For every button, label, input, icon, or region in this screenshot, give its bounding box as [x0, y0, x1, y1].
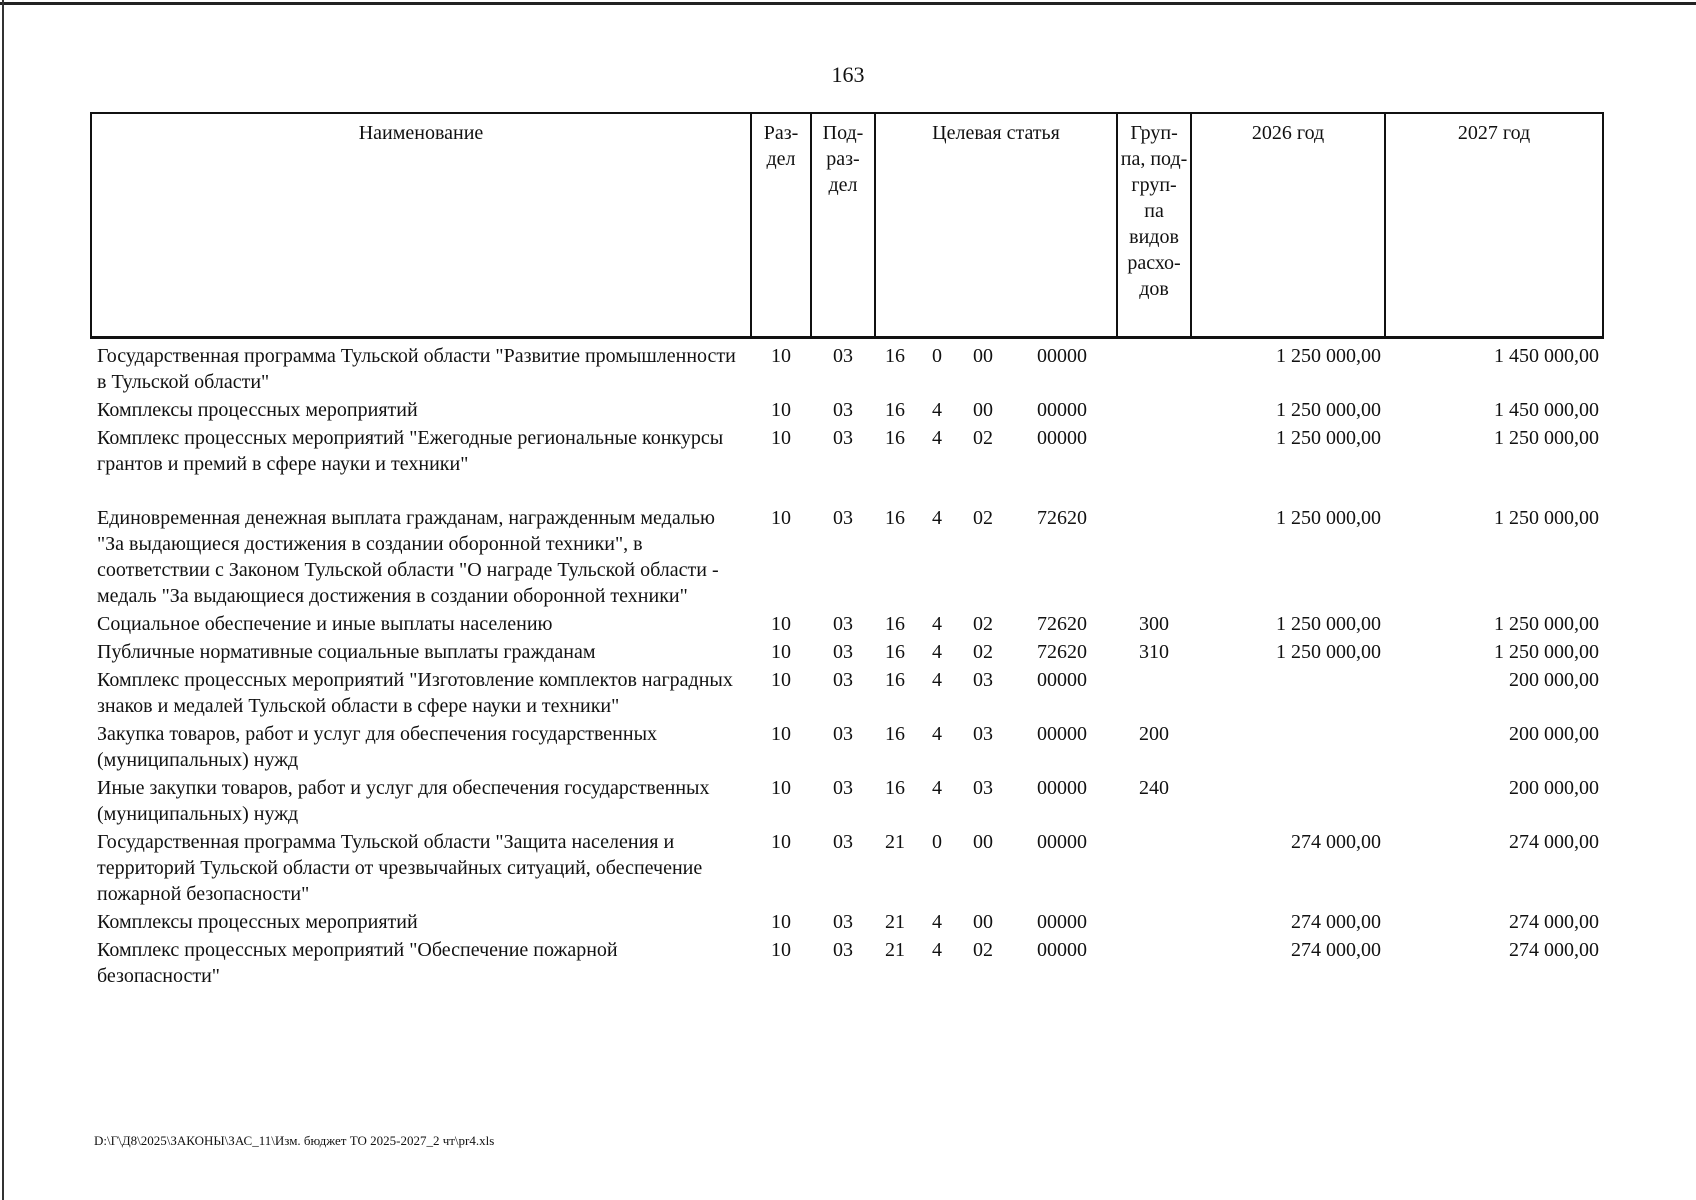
table-row	[91, 425, 1603, 505]
cell-razdel: 10	[771, 345, 791, 367]
cell-target-type: 4	[932, 613, 942, 635]
cell-podrazdel: 03	[833, 613, 853, 635]
cell-amount-2026: 1 250 000,00	[1276, 427, 1382, 449]
cell-target-complex: 03	[973, 723, 993, 745]
cell-target-direction: 72620	[1037, 507, 1088, 529]
cell-podrazdel: 03	[833, 831, 853, 853]
cell-target-complex: 02	[973, 641, 993, 663]
cell-target-program: 21	[885, 831, 905, 853]
cell-target-direction: 00000	[1037, 911, 1088, 933]
table-row	[91, 909, 1603, 937]
cell-amount-2026: 1 250 000,00	[1276, 399, 1382, 421]
cell-expense-group	[1117, 829, 1191, 909]
cell-podrazdel: 03	[833, 427, 853, 449]
cell-name: Единовременная денежная выплата гражданам, награжденным медалью "За выдающиеся достижения в создании оборонной техники", в соответствии с Законом Тульской области "О награде Тульской области - медаль "За выдающиеся достижения в создании оборонной техники"	[97, 507, 719, 607]
cell-target-type: 4	[932, 399, 942, 421]
cell-amount-2026: 1 250 000,00	[1276, 507, 1382, 529]
table-row	[91, 667, 1603, 721]
cell-target-complex: 02	[973, 507, 993, 529]
cell-expense-group: 310	[1139, 641, 1170, 663]
cell-name: Комплекс процессных мероприятий "Ежегодные региональные конкурсы грантов и премий в сфере науки и техники"	[97, 427, 724, 475]
table-row	[91, 937, 1603, 991]
budget-table	[90, 112, 1604, 991]
cell-target-direction: 00000	[1037, 831, 1088, 853]
cell-amount-2027: 1 250 000,00	[1494, 613, 1600, 635]
cell-target-type: 4	[932, 939, 942, 961]
cell-razdel: 10	[771, 427, 791, 449]
cell-name: Комплекс процессных мероприятий "Обеспечение пожарной безопасности"	[97, 939, 618, 987]
cell-target-type: 4	[932, 911, 942, 933]
cell-name: Комплексы процессных мероприятий	[97, 399, 418, 421]
cell-target-program: 16	[885, 613, 905, 635]
cell-target-type: 4	[932, 723, 942, 745]
cell-podrazdel: 03	[833, 641, 853, 663]
cell-target-complex: 00	[973, 911, 993, 933]
cell-razdel: 10	[771, 507, 791, 529]
cell-razdel: 10	[771, 613, 791, 635]
scan-border-top	[0, 2, 1696, 5]
cell-name: Государственная программа Тульской области "Развитие промышленности в Тульской области"	[97, 345, 736, 393]
cell-podrazdel: 03	[833, 911, 853, 933]
cell-target-direction: 00000	[1037, 427, 1088, 449]
table-row	[91, 721, 1603, 775]
cell-target-program: 21	[885, 939, 905, 961]
cell-expense-group	[1117, 937, 1191, 991]
cell-razdel: 10	[771, 777, 791, 799]
cell-amount-2027: 1 250 000,00	[1494, 507, 1600, 529]
header-row	[91, 113, 1603, 338]
cell-expense-group: 300	[1139, 613, 1170, 635]
cell-target-direction: 72620	[1037, 613, 1088, 635]
cell-amount-2026: 274 000,00	[1291, 831, 1382, 853]
cell-razdel: 10	[771, 911, 791, 933]
cell-target-complex: 02	[973, 939, 993, 961]
cell-amount-2027: 1 250 000,00	[1494, 641, 1600, 663]
cell-podrazdel: 03	[833, 723, 853, 745]
cell-expense-group	[1117, 338, 1191, 398]
cell-expense-group: 240	[1139, 777, 1170, 799]
cell-name: Комплексы процессных мероприятий	[97, 911, 418, 933]
table-row	[91, 611, 1603, 639]
cell-amount-2027: 200 000,00	[1509, 669, 1600, 691]
cell-amount-2027: 1 450 000,00	[1494, 399, 1600, 421]
header-year-2027: 2027 год	[1385, 113, 1603, 338]
cell-podrazdel: 03	[833, 669, 853, 691]
cell-expense-group: 200	[1139, 723, 1170, 745]
page-number: 163	[831, 62, 865, 87]
cell-target-program: 16	[885, 669, 905, 691]
header-expense-group: Груп- па, под- груп- па видов расхо- дов	[1117, 113, 1191, 338]
cell-razdel: 10	[771, 723, 791, 745]
cell-target-complex: 00	[973, 831, 993, 853]
header-podrazdel: Под- раз- дел	[811, 113, 875, 338]
table-row	[91, 397, 1603, 425]
cell-amount-2026: 274 000,00	[1291, 939, 1382, 961]
cell-target-program: 16	[885, 345, 905, 367]
cell-name: Социальное обеспечение и иные выплаты населению	[97, 613, 553, 635]
cell-expense-group	[1117, 667, 1191, 721]
scan-border-left	[2, 0, 4, 1200]
cell-target-direction: 00000	[1037, 723, 1088, 745]
cell-target-complex: 03	[973, 777, 993, 799]
cell-target-complex: 00	[973, 345, 993, 367]
cell-amount-2027: 200 000,00	[1509, 723, 1600, 745]
header-razdel: Раз- дел	[751, 113, 811, 338]
cell-target-type: 4	[932, 507, 942, 529]
cell-razdel: 10	[771, 669, 791, 691]
cell-target-program: 16	[885, 777, 905, 799]
cell-expense-group	[1117, 909, 1191, 937]
cell-razdel: 10	[771, 399, 791, 421]
cell-amount-2027: 1 450 000,00	[1494, 345, 1600, 367]
cell-name: Государственная программа Тульской области "Защита населения и территорий Тульской области от чрезвычайных ситуаций, обеспечение пожарной безопасности"	[97, 831, 703, 905]
cell-expense-group	[1117, 425, 1191, 505]
table-row	[91, 775, 1603, 829]
cell-name: Публичные нормативные социальные выплаты гражданам	[97, 641, 596, 663]
cell-target-type: 0	[932, 831, 942, 853]
cell-razdel: 10	[771, 641, 791, 663]
table-row	[91, 639, 1603, 667]
cell-amount-2027: 274 000,00	[1509, 939, 1600, 961]
cell-target-program: 16	[885, 399, 905, 421]
cell-amount-2027: 274 000,00	[1509, 831, 1600, 853]
table-row	[91, 829, 1603, 909]
cell-target-type: 4	[932, 427, 942, 449]
cell-target-type: 0	[932, 345, 942, 367]
cell-name: Закупка товаров, работ и услуг для обеспечения государственных (муниципальных) нужд	[97, 723, 658, 771]
cell-podrazdel: 03	[833, 507, 853, 529]
cell-amount-2026: 1 250 000,00	[1276, 613, 1382, 635]
cell-target-direction: 00000	[1037, 345, 1088, 367]
cell-target-type: 4	[932, 669, 942, 691]
cell-amount-2026	[1191, 775, 1385, 829]
cell-target-type: 4	[932, 777, 942, 799]
header-name: Наименование	[91, 113, 751, 338]
cell-podrazdel: 03	[833, 777, 853, 799]
cell-name: Иные закупки товаров, работ и услуг для обеспечения государственных (муниципальных) нужд	[97, 777, 710, 825]
cell-amount-2027: 274 000,00	[1509, 911, 1600, 933]
cell-target-complex: 02	[973, 613, 993, 635]
cell-target-program: 21	[885, 911, 905, 933]
cell-podrazdel: 03	[833, 345, 853, 367]
cell-target-complex: 02	[973, 427, 993, 449]
cell-amount-2026	[1191, 667, 1385, 721]
header-target-article: Целевая статья	[875, 113, 1117, 338]
cell-target-program: 16	[885, 507, 905, 529]
cell-podrazdel: 03	[833, 939, 853, 961]
cell-expense-group	[1117, 397, 1191, 425]
cell-target-direction: 00000	[1037, 777, 1088, 799]
table-row	[91, 338, 1603, 398]
cell-target-program: 16	[885, 723, 905, 745]
cell-target-program: 16	[885, 641, 905, 663]
cell-amount-2026	[1191, 721, 1385, 775]
cell-target-direction: 72620	[1037, 641, 1088, 663]
cell-target-direction: 00000	[1037, 399, 1088, 421]
cell-podrazdel: 03	[833, 399, 853, 421]
cell-target-type: 4	[932, 641, 942, 663]
cell-amount-2026: 1 250 000,00	[1276, 345, 1382, 367]
cell-target-direction: 00000	[1037, 669, 1088, 691]
cell-amount-2026: 274 000,00	[1291, 911, 1382, 933]
cell-razdel: 10	[771, 939, 791, 961]
table-row	[91, 505, 1603, 611]
cell-target-complex: 00	[973, 399, 993, 421]
cell-target-complex: 03	[973, 669, 993, 691]
header-year-2026: 2026 год	[1191, 113, 1385, 338]
cell-razdel: 10	[771, 831, 791, 853]
cell-amount-2027: 200 000,00	[1509, 777, 1600, 799]
cell-amount-2026: 1 250 000,00	[1276, 641, 1382, 663]
cell-expense-group	[1117, 505, 1191, 611]
cell-target-direction: 00000	[1037, 939, 1088, 961]
file-path-footer: D:\Г\Д8\2025\ЗАКОНЫ\ЗАС_11\Изм. бюджет ТО 2025-2027_2 чт\pr4.xls	[94, 1133, 495, 1148]
cell-target-program: 16	[885, 427, 905, 449]
cell-amount-2027: 1 250 000,00	[1494, 427, 1600, 449]
cell-name: Комплекс процессных мероприятий "Изготовление комплектов наградных знаков и медалей Тульской области в сфере науки и техники"	[97, 669, 733, 717]
